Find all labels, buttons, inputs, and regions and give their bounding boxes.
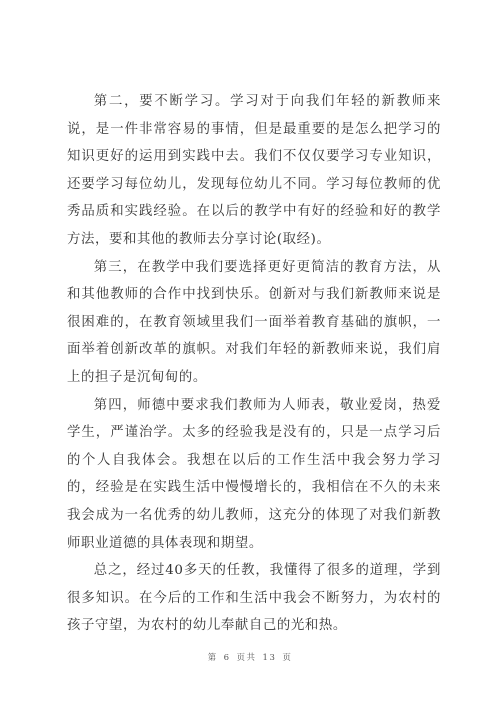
- page-footer: [0, 651, 500, 663]
- footer-current-page: 6: [223, 653, 231, 663]
- footer-suffix: 页: [282, 653, 293, 663]
- footer-prefix: 第: [207, 653, 218, 663]
- footer-total-pages: 13: [262, 653, 277, 663]
- paragraph-fourth-point: 第四，师德中要求我们教师为人师表，敬业爱岗，热爱学生，严谨治学。太多的经验我是没有的，只是一点学习后的个人自我体会。我想在以后的工作生活中我会努力学习的，经验是在实践生活中慢慢增长的，我相信在不久的未来我会成为一名优秀的幼儿教师，这充分的体现了对我们新教师职业道德的具体表现和期望。: [67, 397, 441, 551]
- body-text: [67, 88, 441, 640]
- paragraph-second-point: 第二，要不断学习。学习对于向我们年轻的新教师来说，是一件非常容易的事情，但是最重要的是怎么把学习的知识更好的运用到实践中去。我们不仅仅要学习专业知识，还要学习每位幼儿，发现每位幼儿不同。学习每位教师的优秀品质和实践经验。在以后的教学中有好的经验和好的教学方法，要和其他的教师去分享讨论(取经)。: [67, 94, 441, 247]
- paragraph-conclusion: 总之，经过40多天的任教，我懂得了很多的道理，学到很多知识。在今后的工作和生活中我会不断努力，为农村的孩子守望，为农村的幼儿奉献自己的光和热。: [67, 563, 441, 634]
- paragraph-third-point: 第三，在教学中我们要选择更好更简洁的教育方法，从和其他教师的合作中找到快乐。创新对与我们新教师来说是很困难的，在教育领域里我们一面举着教育基础的旗帜，一面举着创新改革的旗帜。对我们年轻的新教师来说，我们肩上的担子是沉甸甸的。: [67, 259, 441, 385]
- footer-middle: 页共: [236, 653, 257, 663]
